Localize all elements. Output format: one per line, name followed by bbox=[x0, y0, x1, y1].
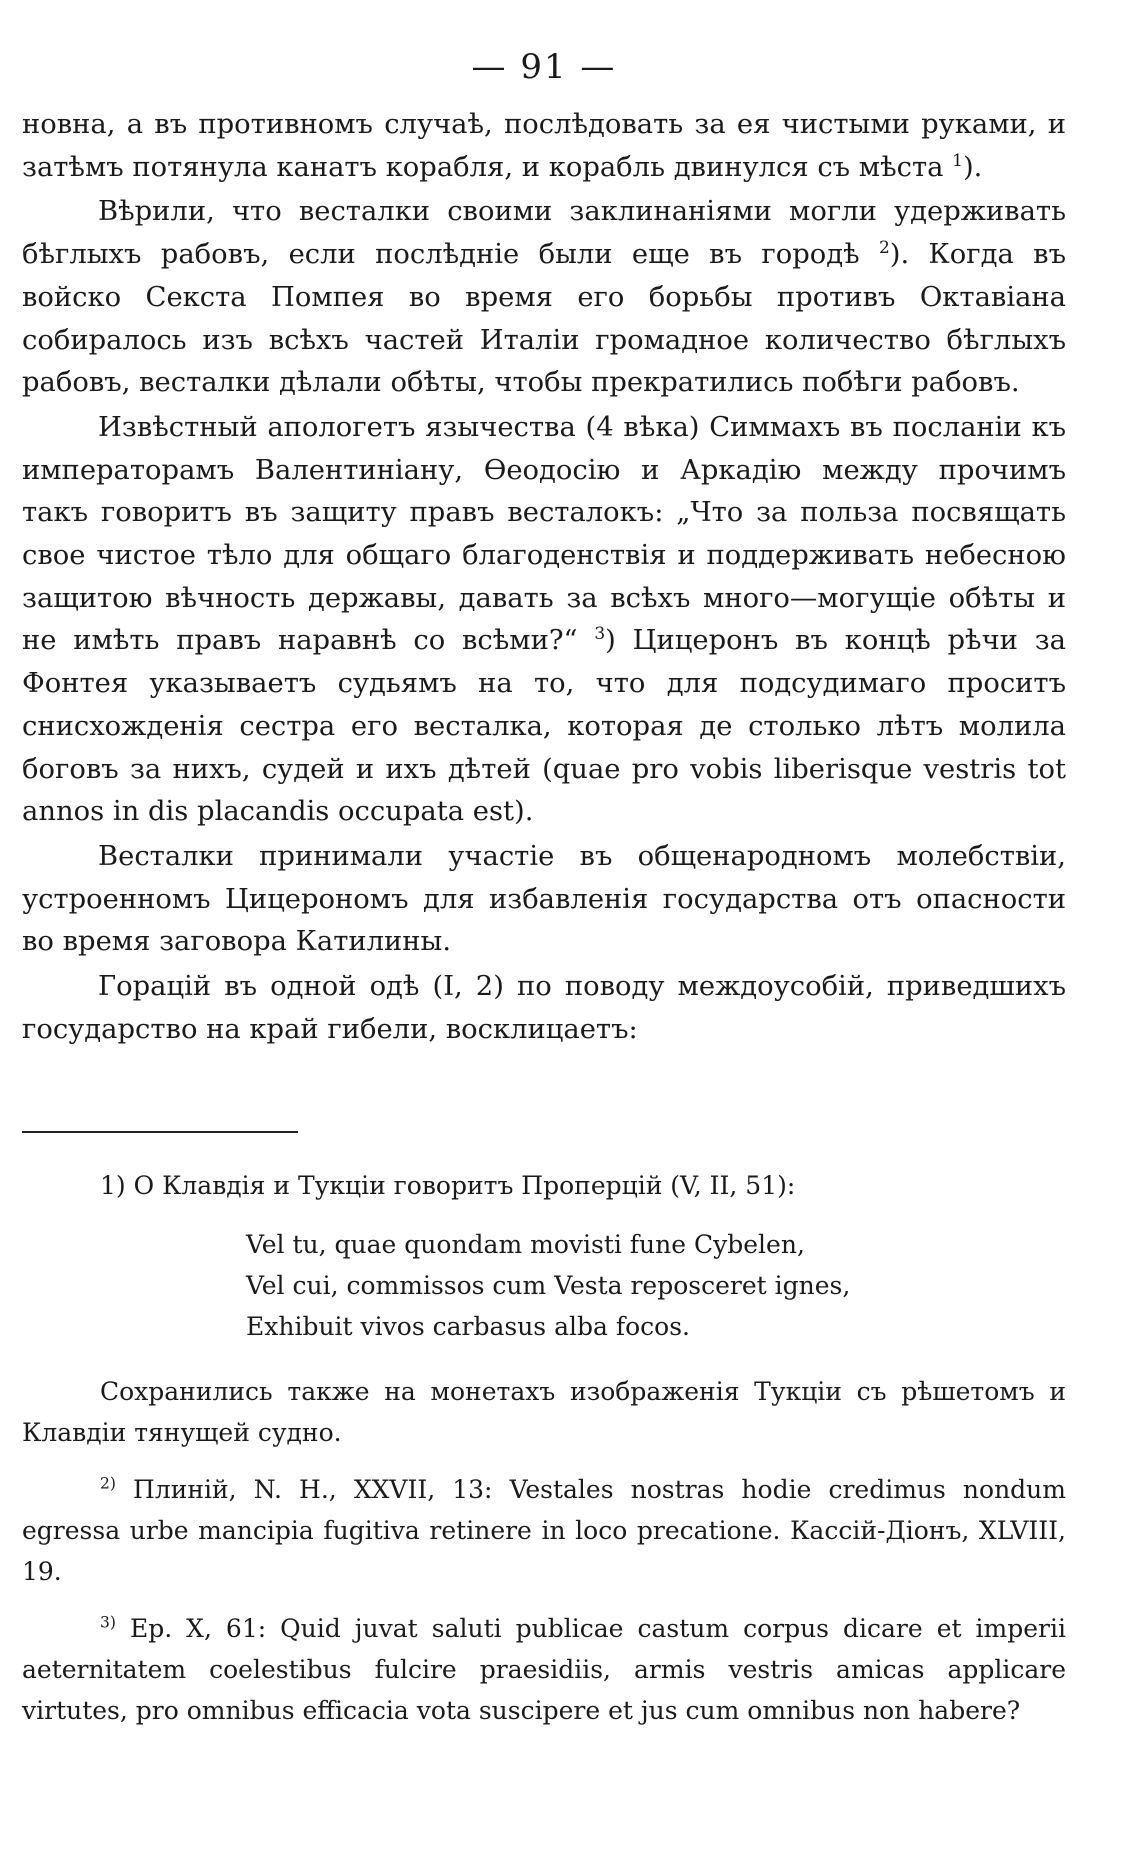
footnote-spacer bbox=[22, 1453, 1066, 1469]
page-number: — 91 — bbox=[471, 47, 617, 87]
footnote-2 bbox=[22, 1469, 1066, 1592]
paragraph-3 bbox=[22, 407, 1066, 834]
main-text bbox=[22, 104, 1066, 1051]
footnote-divider bbox=[22, 1131, 298, 1133]
footnote-1-marker: 1) bbox=[100, 1171, 126, 1201]
footnote-spacer bbox=[22, 1592, 1066, 1608]
footnote-3 bbox=[22, 1608, 1066, 1731]
paragraph-3-text: Извѣстный апологетъ язычества (4 вѣка) Симмахъ въ посланіи къ императорамъ Валентиніану, Ѳеодосію и Аркадію между прочимъ такъ говоритъ въ защиту правъ весталокъ: „Что за польза посвящать свое чистое тѣло для общаго благоденствія и поддерживать небесною защитою вѣчность державы, давать за всѣхъ много—могущіе обѣты и не имѣть правъ наравнѣ со всѣми?“ bbox=[22, 411, 1066, 657]
footnote-1-intro: О Клавдія и Тукціи говоритъ Проперцій (V, II, 51): bbox=[133, 1171, 796, 1201]
paragraph-2 bbox=[22, 191, 1066, 405]
verse-line-3: Exhibuit vivos carbasus alba focos. bbox=[246, 1312, 690, 1342]
footnote-1-continuation: Сохранились также на монетахъ изображенія Тукціи съ рѣшетомъ и Клавдіи тянущей судно. bbox=[22, 1377, 1066, 1448]
paragraph-2-end: ). Когда въ войско Секста Помпея во время его борьбы противъ Октавіана собиралось изъ всѣхъ частей Италіи громадное количество бѣглыхъ рабовъ, весталки дѣлали обѣты, чтобы прекратились побѣги рабовъ. bbox=[22, 239, 1067, 399]
paragraph-4: Весталки принимали участіе въ общенародномъ молебствіи, устроенномъ Цицерономъ для избавленія государства отъ опасности во время заговора Катилины. bbox=[22, 840, 1066, 958]
verse-line-1: Vel tu, quae quondam movisti fune Cybelen, bbox=[246, 1230, 805, 1260]
footnote-ref-1: 1 bbox=[952, 150, 963, 171]
book-page bbox=[22, 40, 1066, 1731]
paragraph-5: Горацій въ одной одѣ (I, 2) по поводу междоусобій, приведшихъ государство на край гибели, восклицаетъ: bbox=[22, 971, 1066, 1045]
verse-line-2: Vel cui, commissos cum Vesta reposceret ignes, bbox=[246, 1271, 851, 1301]
footnote-1 bbox=[22, 1165, 1066, 1206]
paragraph-2-text: Вѣрили, что весталки своими заклинаніями могли удерживать бѣглыхъ рабовъ, если послѣдніе были еще въ городѣ bbox=[22, 196, 1066, 271]
paragraph-1 bbox=[22, 104, 1066, 189]
footnote-2-marker: 2) bbox=[100, 1475, 116, 1494]
paragraph-1-text: новна, а въ противномъ случаѣ, послѣдовать за ея чистыми руками, и затѣмъ потянула канатъ корабля, и корабль двинулся съ мѣста bbox=[22, 109, 1066, 183]
paragraph-1-end: ). bbox=[962, 151, 983, 183]
footnote-1-verse bbox=[246, 1224, 1066, 1347]
footnote-3-marker: 3) bbox=[100, 1614, 116, 1633]
footnote-2-text: Плиній, N. H., XXVII, 13: Vestales nostras hodie credimus nondum egressa urbe mancipia fugitiva retinere in loco precatione. Кассій-Діонъ, XLVIII, 19. bbox=[22, 1475, 1066, 1587]
footnote-ref-3: 3 bbox=[594, 624, 606, 645]
paragraph-3-end: ) Цицеронъ въ концѣ рѣчи за Фонтея указываетъ судьямъ на то, что для подсудимаго проситъ снисхожденія сестра его весталка, которая де столько лѣтъ молила боговъ за нихъ, судей и ихъ дѣтей (quae pro vobis liberisque vestris tot annos in dis placandis occupata est). bbox=[22, 625, 1066, 828]
footnote-ref-2: 2 bbox=[879, 237, 890, 258]
footnote-3-text: Ep. X, 61: Quid juvat saluti publicae castum corpus dicare et imperii aeternitatem coelestibus fulcire praesidiis, armis vestris amicas applicare virtutes, pro omnibus efficacia vota suscipere et jus cum omnibus non habere? bbox=[22, 1614, 1066, 1726]
footnotes bbox=[22, 1165, 1066, 1731]
